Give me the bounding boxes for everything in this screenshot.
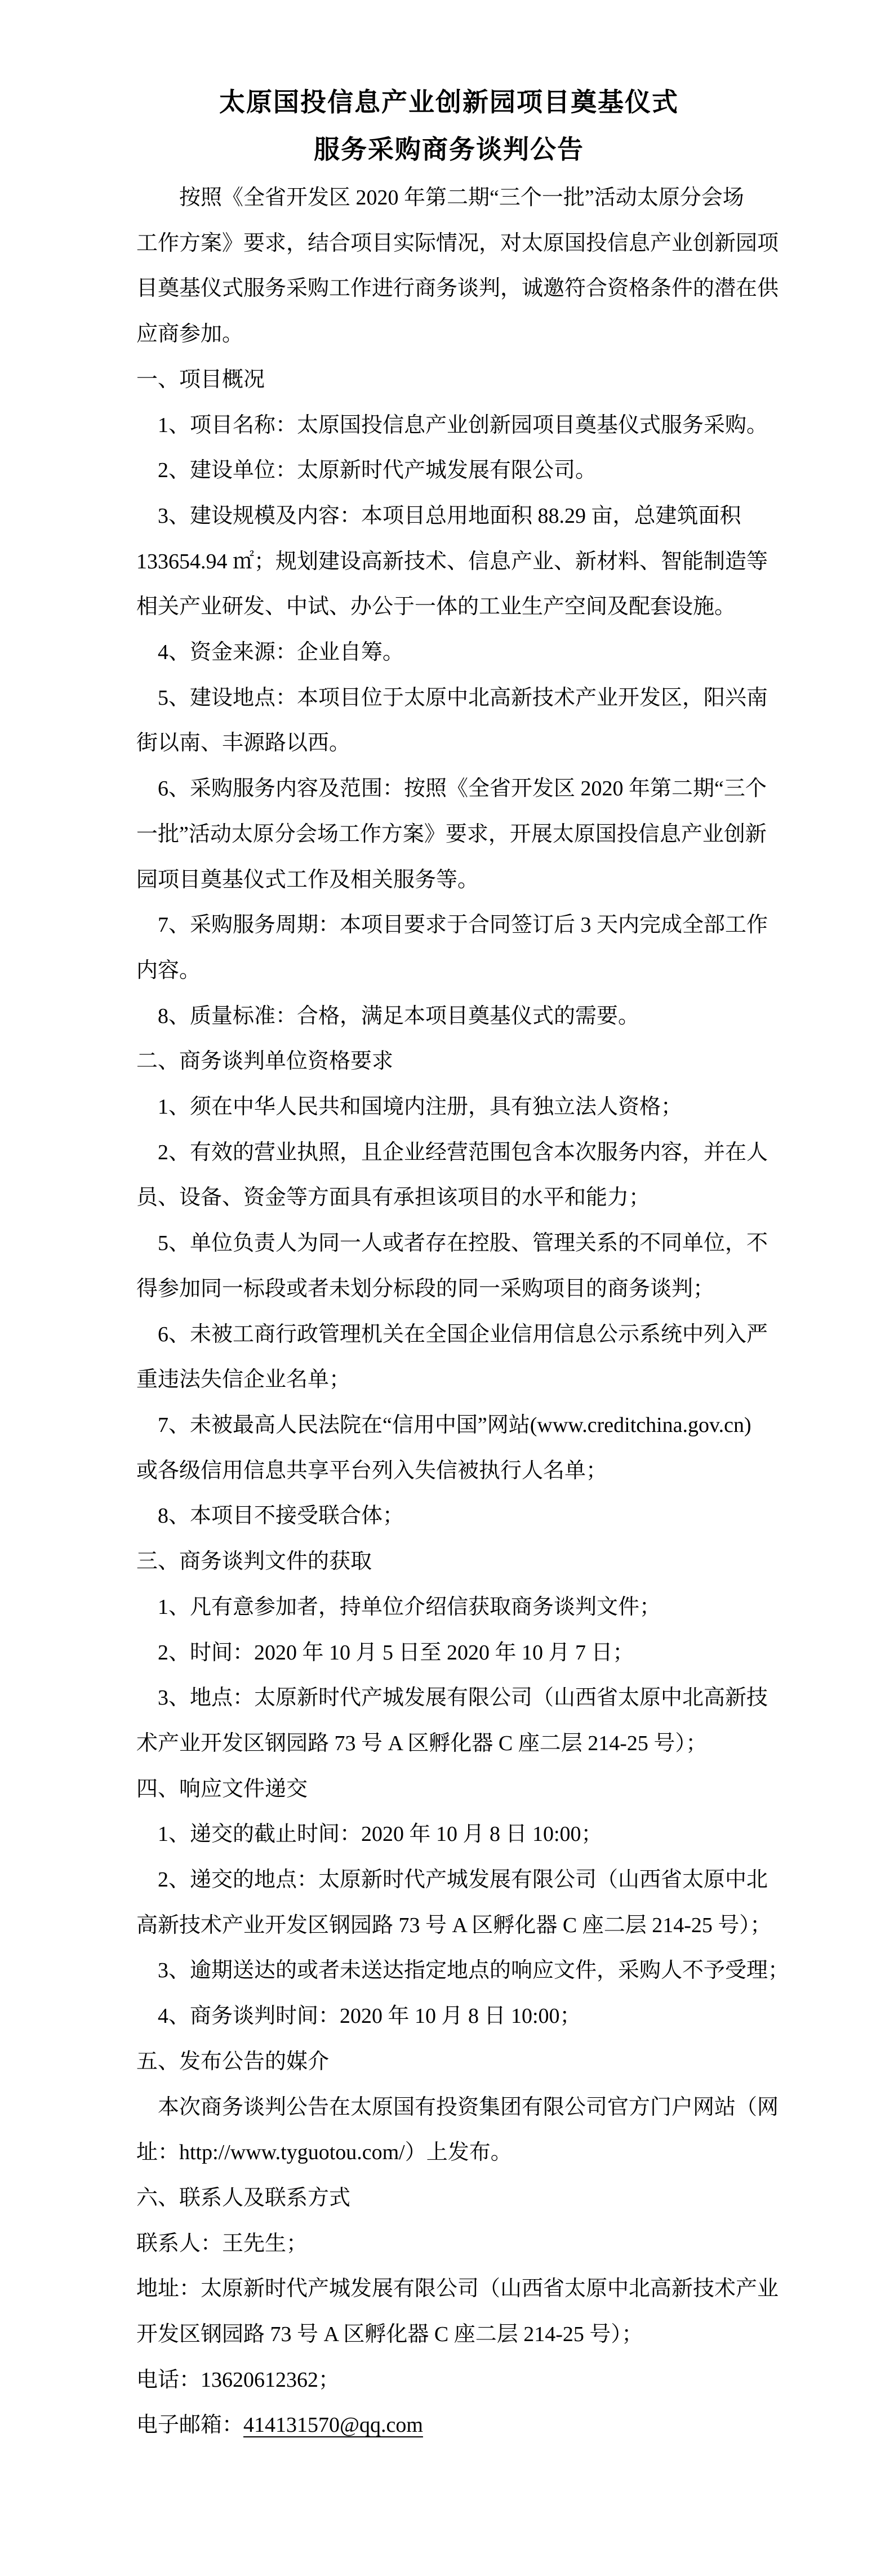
email-label: 电子邮箱：: [136, 2413, 244, 2437]
section-announcement-media: [136, 2039, 779, 2175]
section-contact-info: [136, 2175, 779, 2448]
intro-paragraph: [136, 175, 779, 357]
list-item-line: 1、项目名称：太原国投信息产业创新园项目奠基仪式服务采购。: [158, 413, 768, 437]
list-item-line: 5、单位负责人为同一人或者存在控股、管理关系的不同单位，不: [158, 1231, 768, 1256]
list-item-line: 3、地点：太原新时代产城发展有限公司（山西省太原中北高新技: [158, 1686, 768, 1710]
section-heading: 三、商务谈判文件的获取: [136, 1550, 372, 1574]
list-item-line: 4、资金来源：企业自筹。: [158, 640, 404, 665]
list-item-line: 街以南、丰源路以西。: [136, 731, 351, 755]
intro-line: 目奠基仪式服务采购工作进行商务谈判，诚邀符合资格条件的潜在供: [136, 277, 779, 301]
section-heading: 二、商务谈判单位资格要求: [136, 1049, 394, 1074]
list-item-line: 一批”活动太原分会场工作方案》要求，开展太原国投信息产业创新: [136, 822, 767, 846]
email-link[interactable]: 414131570@qq.com: [243, 2413, 423, 2437]
list-item-line: 高新技术产业开发区钢园路 73 号 A 区孵化器 C 座二层 214-25 号）；: [136, 1913, 772, 1937]
list-item-line: 术产业开发区钢园路 73 号 A 区孵化器 C 座二层 214-25 号）；: [136, 1731, 708, 1755]
page-title-line-1: 太原国投信息产业创新园项目奠基仪式: [219, 88, 679, 117]
list-item-line: 133654.94 ㎡；规划建设高新技术、信息产业、新材料、智能制造等: [136, 549, 768, 573]
list-item-line: 1、凡有意参加者，持单位介绍信获取商务谈判文件；: [158, 1595, 661, 1619]
section-heading: 四、响应文件递交: [136, 1777, 308, 1801]
intro-line: 工作方案》要求，结合项目实际情况，对太原国投信息产业创新园项: [136, 231, 779, 255]
list-item-line: 重违法失信企业名单；: [136, 1368, 351, 1392]
section-qualification-requirements: [136, 1039, 768, 1539]
list-item-line: 相关产业研发、中试、办公于一体的工业生产空间及配套设施。: [136, 595, 736, 619]
list-item-line: 8、本项目不接受联合体；: [158, 1504, 404, 1528]
section-response-submission: [136, 1767, 790, 2039]
section-document-acquisition: [136, 1539, 768, 1767]
list-item-line: 3、逾期送达的或者未送达指定地点的响应文件，采购人不予受理；: [158, 1959, 790, 1983]
paragraph-line: 址：http://www.tyguotou.com/）上发布。: [136, 2141, 512, 2165]
list-item-line: 3、建设规模及内容：本项目总用地面积 88.29 亩，总建筑面积: [158, 504, 741, 528]
list-item-line: 或各级信用信息共享平台列入失信被执行人名单；: [136, 1458, 608, 1483]
contact-person-line: 联系人：王先生；: [136, 2231, 308, 2255]
contact-phone-line: 电话：13620612362；: [136, 2368, 340, 2392]
document-body: [136, 175, 790, 2448]
list-item-line: 1、递交的截止时间：2020 年 10 月 8 日 10:00；: [158, 1822, 603, 1847]
paragraph-line: 本次商务谈判公告在太原国有投资集团有限公司官方门户网站（网: [158, 2095, 779, 2119]
list-item-line: 6、采购服务内容及范围：按照《全省开发区 2020 年第二期“三个: [158, 777, 767, 801]
contact-address-line: 开发区钢园路 73 号 A 区孵化器 C 座二层 214-25 号）；: [136, 2323, 643, 2347]
list-item-line: 7、采购服务周期：本项目要求于合同签订后 3 天内完成全部工作: [158, 913, 768, 937]
list-item-line: 员、设备、资金等方面具有承担该项目的水平和能力；: [136, 1186, 651, 1210]
list-item-line: 7、未被最高人民法院在“信用中国”网站(www.creditchina.gov.cn): [158, 1413, 751, 1437]
section-heading: 五、发布公告的媒介: [136, 2049, 330, 2074]
list-item-line: 2、时间：2020 年 10 月 5 日至 2020 年 10 月 7 日；: [158, 1640, 634, 1665]
list-item-line: 2、递交的地点：太原新时代产城发展有限公司（山西省太原中北: [158, 1868, 768, 1892]
contact-email-line: [136, 2403, 762, 2448]
section-project-overview: [136, 357, 768, 1039]
intro-line: 应商参加。: [136, 322, 244, 346]
list-item-line: 1、须在中华人民共和国境内注册，具有独立法人资格；: [158, 1095, 683, 1119]
list-item-line: 2、有效的营业执照，且企业经营范围包含本次服务内容，并在人: [158, 1140, 768, 1164]
list-item-line: 园项目奠基仪式工作及相关服务等。: [136, 867, 479, 892]
list-item-line: 2、建设单位：太原新时代产城发展有限公司。: [158, 459, 597, 483]
section-heading: 一、项目概况: [136, 367, 265, 391]
list-item-line: 4、商务谈判时间：2020 年 10 月 8 日 10:00；: [158, 2004, 581, 2028]
page-title-line-2: 服务采购商务谈判公告: [314, 135, 584, 164]
list-item-line: 内容。: [136, 958, 201, 982]
document-title: [136, 79, 762, 173]
intro-line: 按照《全省开发区 2020 年第二期“三个一批”活动太原分会场: [179, 186, 744, 210]
section-heading: 六、联系人及联系方式: [136, 2186, 351, 2210]
contact-address-line: 地址：太原新时代产城发展有限公司（山西省太原中北高新技术产业: [136, 2277, 779, 2301]
list-item-line: 8、质量标准：合格，满足本项目奠基仪式的需要。: [158, 1004, 640, 1028]
list-item-line: 5、建设地点：本项目位于太原中北高新技术产业开发区，阳兴南: [158, 686, 768, 710]
list-item-line: 得参加同一标段或者未划分标段的同一采购项目的商务谈判；: [136, 1276, 715, 1301]
list-item-line: 6、未被工商行政管理机关在全国企业信用信息公示系统中列入严: [158, 1322, 768, 1346]
